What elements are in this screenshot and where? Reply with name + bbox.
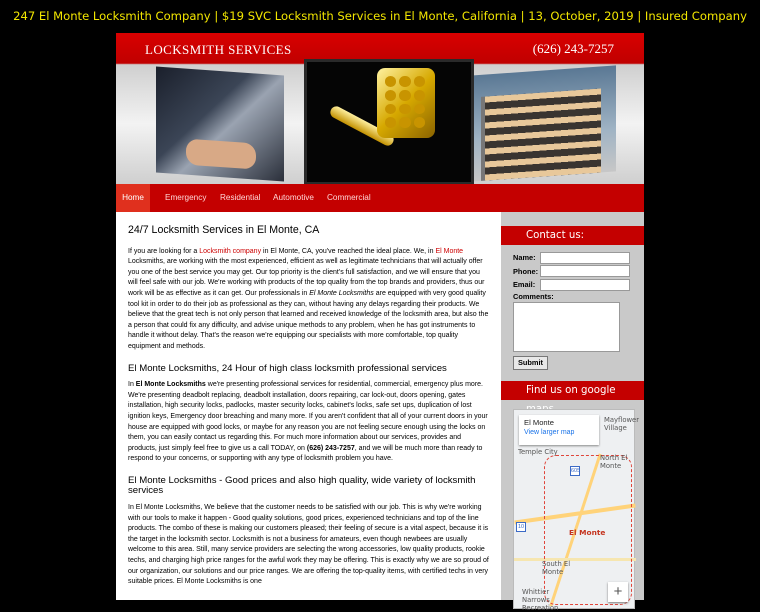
building-image — [481, 88, 601, 180]
name-label: Name: — [513, 253, 536, 262]
map-title: Find us on google — [501, 381, 644, 400]
building-photo — [456, 65, 616, 182]
highway-605-shield-icon: 605 — [571, 468, 581, 474]
section-heading-24-hour: El Monte Locksmiths, 24 Hour of high class locksmith professional services — [128, 362, 447, 374]
email-input[interactable] — [540, 279, 630, 291]
main-content — [116, 212, 501, 600]
comments-label: Comments: — [513, 292, 554, 301]
page-title: 24/7 Locksmith Services in El Monte, CA — [128, 224, 320, 236]
prices-paragraph: In El Monte Locksmiths, We believe that the customer needs to be satisfied with our job. This is why we're working with our tools to make it happen - Good quality solutions, good prices, experienced technicians and top of the line products. The combo of these is making our customers pleased; their feeling of secure is a vital aspect, because it is the target in the locksmith sector. Locksmith is not a business for amateurs, even though newbees are usually welcome to this area. Still, many service providers are selecting the wrong accessories, low quality products, rookie techs, and charging high price ranges for the awful work they may be offering. This is exactly why we are so proud of our organization, our solutions and our price ranges. We are offering the top-quality items, with certified techs in very suitable prices. El Monte Locksmiths is one — [128, 504, 489, 586]
nav-automotive[interactable]: Automotive — [273, 193, 314, 202]
contact-form — [501, 245, 644, 370]
email-label: Email: — [513, 280, 536, 289]
nav-emergency[interactable]: Emergency — [165, 193, 207, 202]
site-header — [116, 33, 644, 184]
keypad-image — [385, 76, 425, 128]
zoom-in-button[interactable]: + — [608, 582, 628, 602]
phone-input[interactable] — [540, 265, 630, 277]
nav-residential[interactable]: Residential — [220, 193, 261, 202]
header-phone[interactable]: (626) 243-7257 — [532, 41, 614, 56]
handshake-image — [186, 139, 256, 170]
main-nav — [116, 184, 644, 212]
nav-home[interactable]: Home — [116, 184, 150, 212]
phone-label: Phone: — [513, 266, 539, 276]
map-label-el-monte: El Monte — [569, 528, 606, 537]
map-label-north-el-monte: North El Monte — [600, 454, 628, 470]
top-banner: 247 El Monte Locksmith Company | $19 SVC Locksmith Services in El Monte, California | 13, October, 2019 | Insured Company — [13, 9, 747, 23]
locksmith-company-link[interactable]: Locksmith company — [199, 247, 262, 255]
map-card-title: El Monte — [524, 418, 554, 427]
map-label-temple-city: Temple City — [518, 448, 558, 456]
highway-10-shield-icon: 10 — [517, 524, 525, 530]
view-larger-map-link[interactable]: View larger map — [524, 429, 575, 436]
map-info-card — [519, 415, 599, 445]
section-heading-prices: El Monte Locksmiths - Good prices and also high quality, wide variety of locksmith services — [128, 474, 476, 497]
map-label-mayflower: Mayflower Village — [604, 416, 640, 432]
services-paragraph: In El Monte Locksmiths we're presenting professional services for residential, commercial, emergency plus more. We're presenting deadbolt replacing, deadbolt installation, doors repairing, car lock-out, doors opening, gates installation, high security locks, padlocks, master security locks, cabinet's locks, safe set ups, duplication of lost ignition keys, Emergency door breaching and many more. If you aren't confident that all of your current doors in your house are equipped with good locks, or maybe for any reason you are not feeling secure enough using the locks on them, you can easily contact us regarding this. For much more information about our services, provides and products, just simply feel free to give us a call TODAY, on (626) 243-7257, and we will be much more than ready to respond to your concerns, or supporting with any type of locksmith problem you have. — [128, 381, 488, 463]
car-key-photo — [156, 67, 284, 182]
map-label-whittier-narrows: Whittier Narrows Recreation — [522, 588, 559, 612]
site-brand[interactable]: LOCKSMITH SERVICES — [145, 42, 292, 57]
body-phone[interactable]: (626) 243-7257 — [306, 444, 355, 452]
contact-title: Contact us: — [501, 226, 644, 245]
map-label-south-el-monte: South El Monte — [542, 560, 571, 576]
comments-textarea[interactable] — [513, 302, 620, 352]
google-map[interactable] — [513, 409, 640, 612]
el-monte-link[interactable]: El Monte — [435, 247, 464, 255]
nav-commercial[interactable]: Commercial — [327, 193, 371, 202]
intro-paragraph: If you are looking for a Locksmith company in El Monte, CA, you've reached the ideal place. We, in El Monte Locksmiths, are working with the most experienced, efficient as well as legitimate technicians that will actually offer you one of the best service you may get. Our top priority is the client's full satisfaction, and we will ensure that you will feel safe with our job. We're working with products of the top quality from the top brands and providers, thus our work will be as effective as it can get. Our professionals in El Monte Locksmiths are equipped with very good quality tool kit in order to do their job as professional as they can, without having any delays regarding their products. We believe that the great tech is not only person that learned and received knowledge of the locksmith area, but also the a person that could fix any difficulty, and advise unique methods to any problem, when he has got instruments to handle it without delay. That's the reason we're equipping our specialists with more comfortable, top quality equipment and methods. — [128, 247, 489, 350]
page-container — [116, 33, 644, 612]
submit-button[interactable]: Submit — [513, 356, 548, 370]
name-input[interactable] — [540, 252, 630, 264]
keypad-lock-photo — [304, 59, 474, 185]
sidebar — [501, 212, 644, 612]
